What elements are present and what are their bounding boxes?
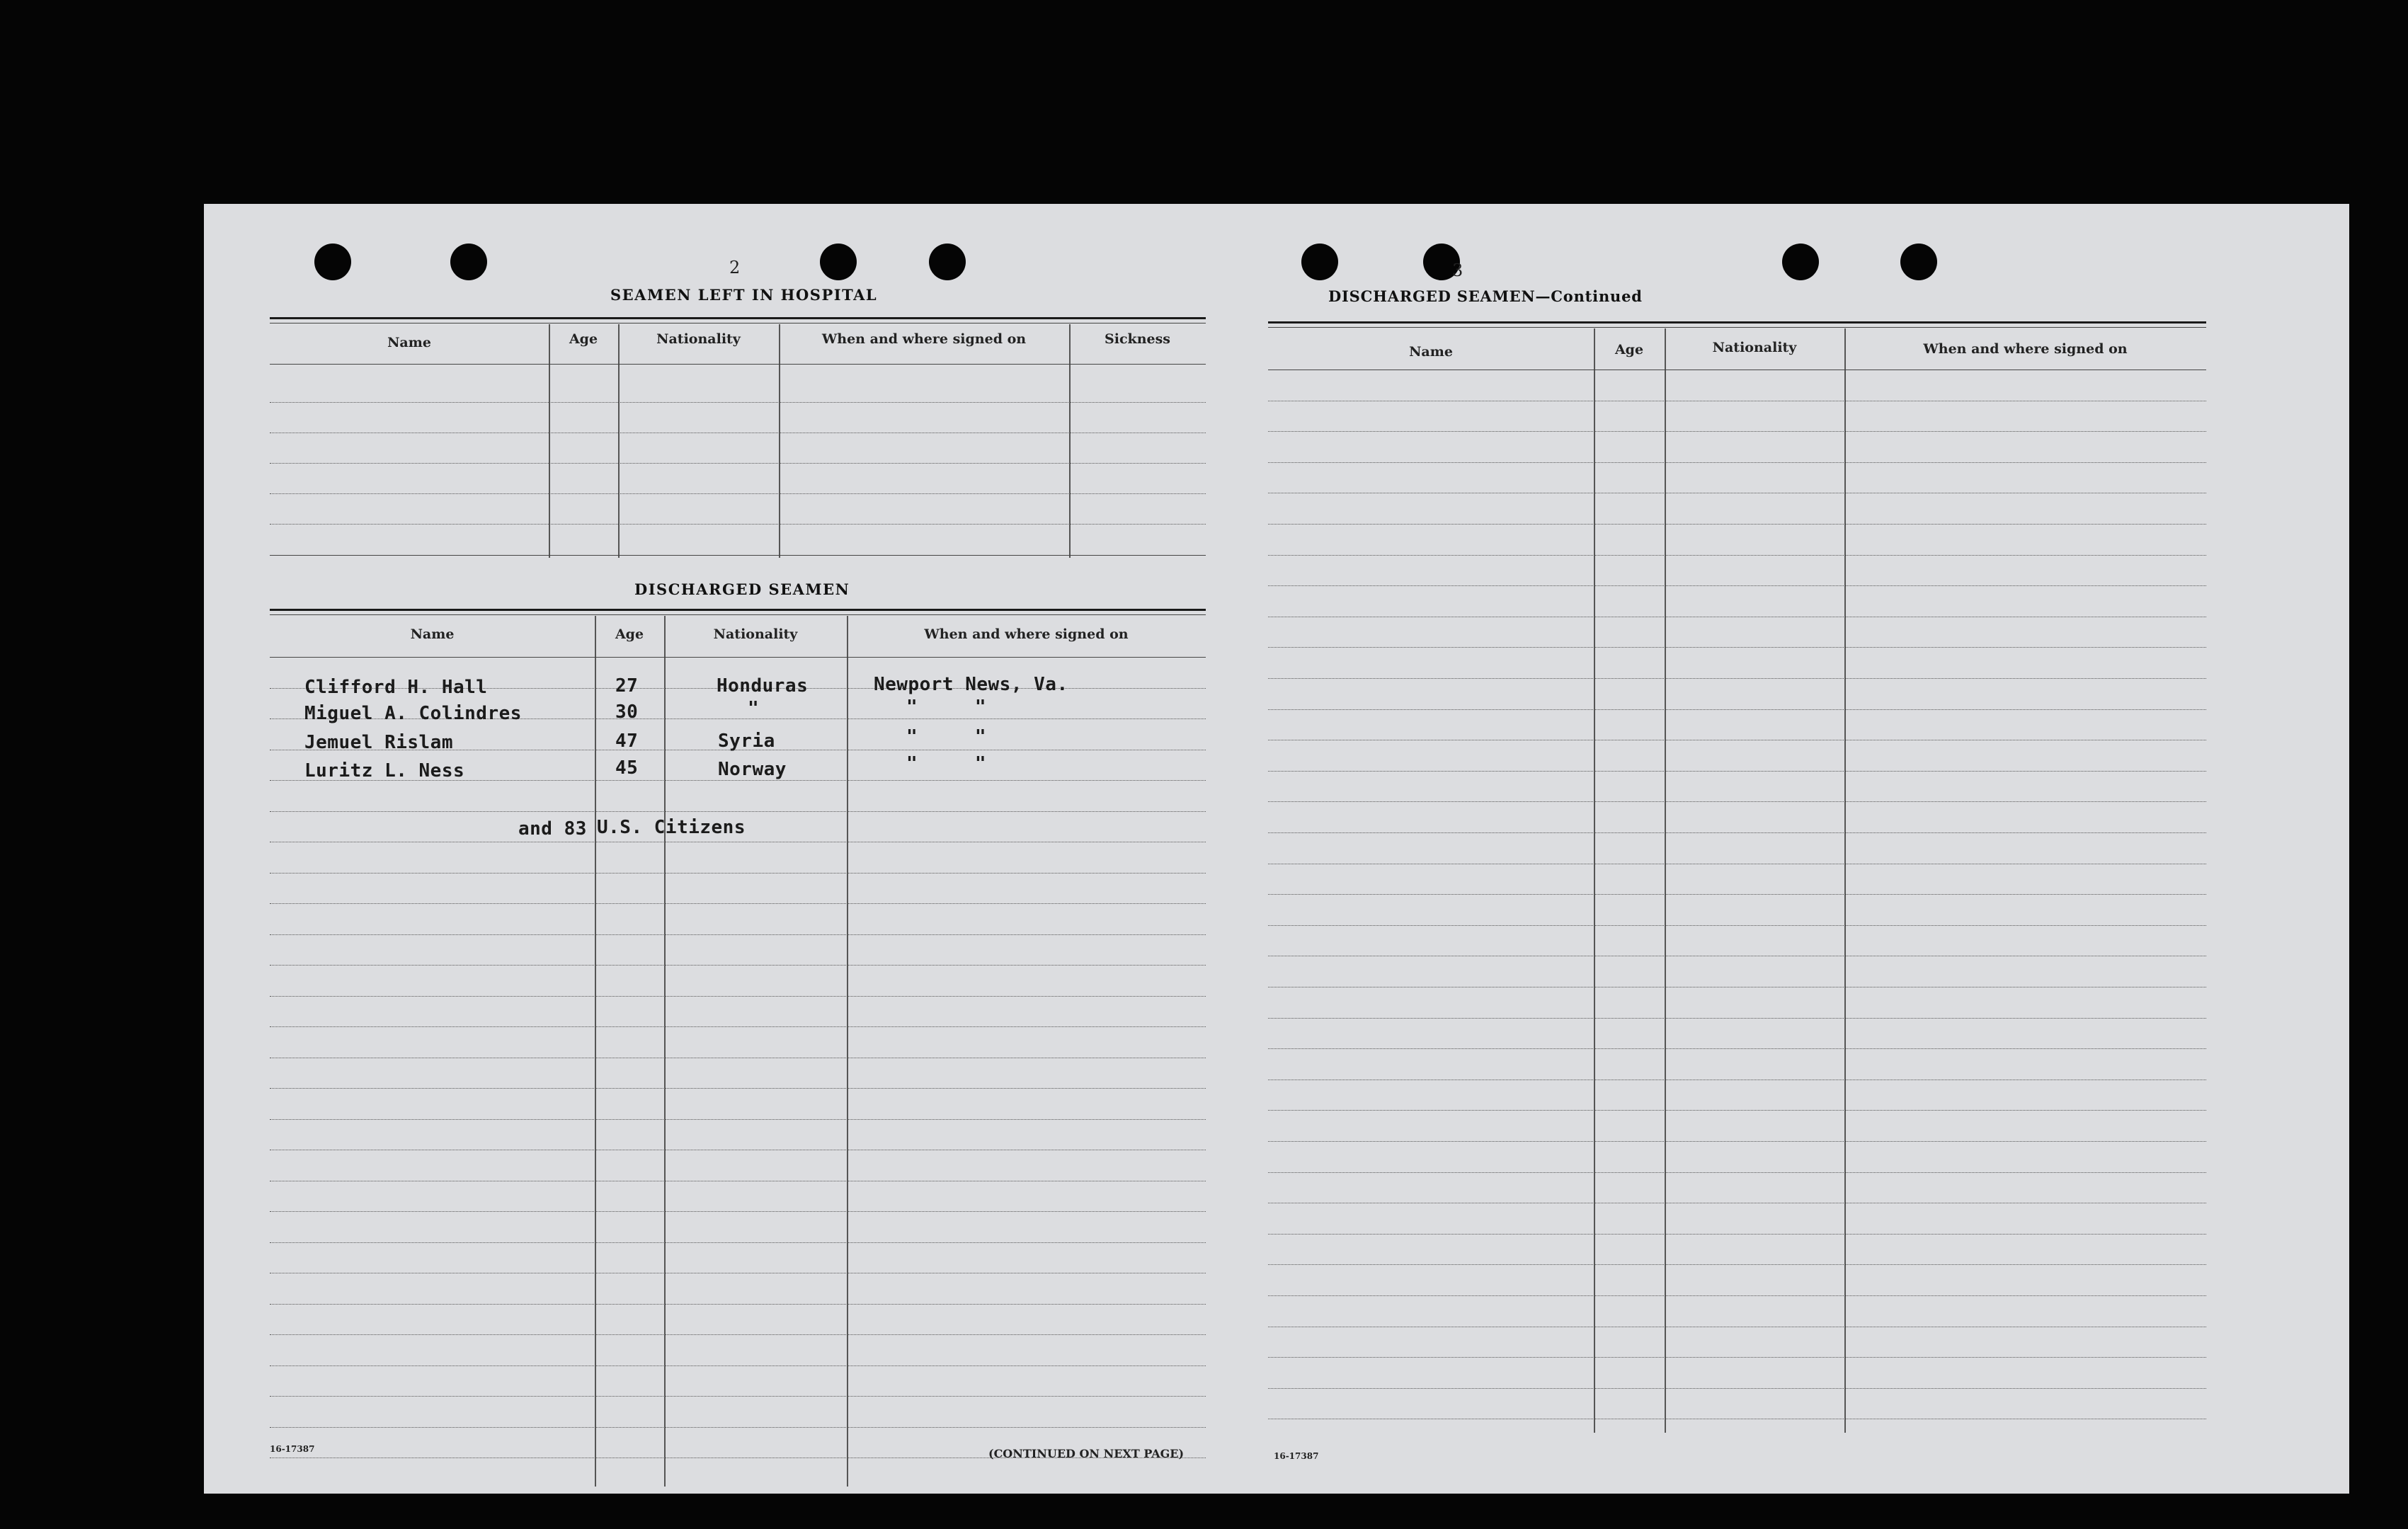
row-rule xyxy=(1268,678,2206,679)
row-rule xyxy=(1268,1048,2206,1049)
hospital-section-title: SEAMEN LEFT IN HOSPITAL xyxy=(610,286,878,304)
row-rule xyxy=(1268,1110,2206,1111)
seaman-nationality: " xyxy=(748,698,760,719)
punch-hole xyxy=(450,244,487,280)
row-rule xyxy=(1268,1234,2206,1235)
row-rule xyxy=(270,1365,1206,1366)
table-top-rule xyxy=(1268,327,2206,328)
row-rule xyxy=(270,1242,1206,1243)
row-rule xyxy=(1268,1141,2206,1142)
column-divider xyxy=(1665,328,1666,1433)
row-rule xyxy=(270,1211,1206,1212)
row-rule xyxy=(1268,524,2206,525)
table-top-rule xyxy=(1268,321,2206,323)
column-header-age: Age xyxy=(569,331,598,347)
row-rule xyxy=(1268,832,2206,833)
column-header-signed-on: When and where signed on xyxy=(1923,341,2128,357)
row-rule xyxy=(270,1427,1206,1428)
row-rule xyxy=(270,402,1206,403)
row-rule xyxy=(270,934,1206,935)
table-top-rule xyxy=(270,614,1206,615)
form-number: 16-17387 xyxy=(270,1444,315,1454)
row-rule xyxy=(270,493,1206,494)
seaman-signed-on: " " xyxy=(906,726,987,748)
citizens-note-count: and 83 xyxy=(518,818,587,840)
column-divider xyxy=(549,324,550,558)
column-header-nationality: Nationality xyxy=(1712,340,1797,355)
column-divider xyxy=(1594,328,1595,1433)
column-divider xyxy=(664,616,666,1487)
citizens-note-label: U.S. Citizens xyxy=(597,817,746,838)
row-rule xyxy=(1268,1295,2206,1296)
row-rule xyxy=(270,903,1206,904)
column-header-name: Name xyxy=(1409,344,1453,360)
row-rule xyxy=(270,463,1206,464)
row-rule xyxy=(1268,894,2206,895)
row-rule xyxy=(270,811,1206,812)
row-rule xyxy=(270,965,1206,966)
left-page xyxy=(204,204,1268,1494)
table-top-rule xyxy=(270,609,1206,611)
row-rule xyxy=(1268,462,2206,463)
row-rule xyxy=(1268,1018,2206,1019)
row-rule xyxy=(1268,925,2206,926)
row-rule xyxy=(270,524,1206,525)
seaman-age: 47 xyxy=(615,731,639,752)
row-rule xyxy=(1268,771,2206,772)
column-header-age: Age xyxy=(615,626,644,642)
form-number: 16-17387 xyxy=(1274,1451,1319,1461)
punch-hole xyxy=(1900,244,1937,280)
table-top-rule xyxy=(270,317,1206,319)
row-rule xyxy=(270,1334,1206,1335)
seaman-age: 45 xyxy=(615,757,639,779)
header-underline xyxy=(270,364,1206,365)
column-divider xyxy=(595,616,596,1487)
seaman-nationality: Syria xyxy=(718,731,775,752)
table-bottom-rule xyxy=(270,555,1206,556)
page-number: 3 xyxy=(1452,260,1463,280)
row-rule xyxy=(1268,647,2206,648)
row-rule xyxy=(1268,555,2206,556)
punch-hole xyxy=(314,244,351,280)
seaman-age: 30 xyxy=(615,701,639,723)
row-rule xyxy=(1268,1172,2206,1173)
right-section-title: DISCHARGED SEAMEN—Continued xyxy=(1328,287,1643,305)
column-divider xyxy=(1069,324,1071,558)
row-rule xyxy=(1268,1357,2206,1358)
column-divider xyxy=(847,616,848,1487)
seaman-name: Miguel A. Colindres xyxy=(304,703,522,724)
column-header-signed-on: When and where signed on xyxy=(924,626,1129,642)
seaman-age: 27 xyxy=(615,675,639,697)
row-rule xyxy=(1268,801,2206,802)
row-rule xyxy=(1268,585,2206,586)
row-rule xyxy=(1268,431,2206,432)
seaman-name: Clifford H. Hall xyxy=(304,677,488,698)
row-rule xyxy=(270,1119,1206,1120)
punch-hole xyxy=(1782,244,1819,280)
row-rule xyxy=(1268,1264,2206,1265)
seaman-nationality: Honduras xyxy=(717,675,809,697)
row-rule xyxy=(1268,709,2206,710)
column-header-sickness: Sickness xyxy=(1105,331,1170,347)
seaman-signed-on: Newport News, Va. xyxy=(874,674,1068,695)
punch-hole xyxy=(1301,244,1338,280)
row-rule xyxy=(270,996,1206,997)
row-rule xyxy=(270,1026,1206,1027)
column-header-signed-on: When and where signed on xyxy=(821,331,1027,347)
row-rule xyxy=(270,1396,1206,1397)
row-rule xyxy=(270,873,1206,874)
ledger-sheet xyxy=(204,204,2349,1494)
seaman-nationality: Norway xyxy=(718,759,787,780)
punch-hole xyxy=(929,244,966,280)
row-rule xyxy=(270,1304,1206,1305)
punch-hole xyxy=(820,244,857,280)
row-rule xyxy=(270,1088,1206,1089)
seaman-name: Jemuel Rislam xyxy=(304,732,453,753)
column-divider xyxy=(1844,328,1846,1433)
column-header-nationality: Nationality xyxy=(713,626,798,642)
seaman-signed-on: " " xyxy=(906,697,987,718)
column-divider xyxy=(618,324,620,558)
row-rule xyxy=(1268,1388,2206,1389)
column-header-nationality: Nationality xyxy=(656,331,741,347)
column-divider xyxy=(779,324,780,558)
continued-note: (CONTINUED ON NEXT PAGE) xyxy=(988,1447,1185,1460)
column-header-name: Name xyxy=(410,626,455,642)
row-rule xyxy=(270,657,1206,658)
page-number: 2 xyxy=(729,258,741,277)
discharged-section-title: DISCHARGED SEAMEN xyxy=(634,580,850,598)
seaman-signed-on: " " xyxy=(906,753,987,774)
column-header-name: Name xyxy=(387,335,431,350)
seaman-name: Luritz L. Ness xyxy=(304,760,465,781)
column-header-age: Age xyxy=(1614,342,1644,357)
right-page xyxy=(1268,204,2349,1494)
